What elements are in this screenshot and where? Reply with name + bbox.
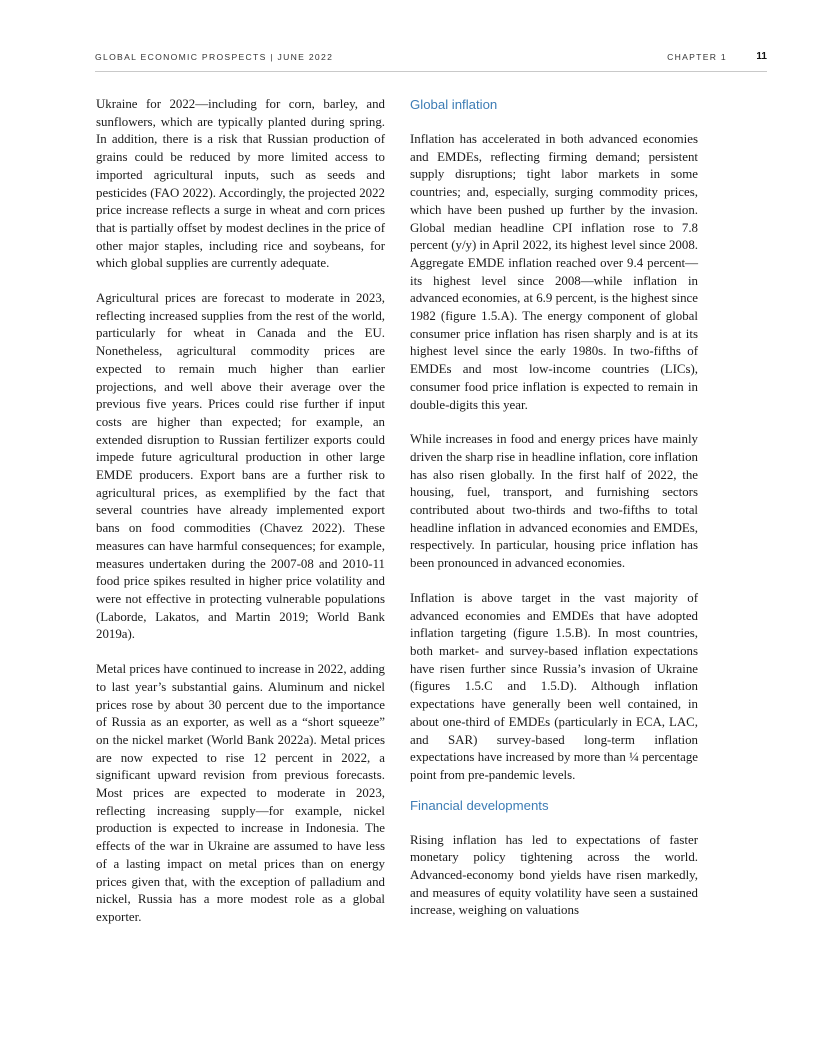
paragraph-agriculture-forecast: Agricultural prices are forecast to moderate in 2023, reflecting increased supplies from the rest of the world, particularly for wheat in Canada and the EU. Nonetheless, agricultural commodity prices are expected to remain much higher than earlier projections, and well above their average over the previous five years. Prices could rise further if input costs are higher than expected; for example, an extended disruption to Russian fertilizer exports could impede future agricultural production in other large EMDE producers. Export bans are a further risk to agricultural prices, as exemplified by the fact that several countries have already implemented export bans on food commodities (Chavez 2022). These measures can have harmful consequences; for example, measures undertaken during the 2007-08 and 2010-11 food price spikes resulted in higher price volatility and were not effective in protecting vulnerable populations (Laborde, Lakatos, and Martin 2019; World Bank 2019a). [96,291,385,642]
publication-title: GLOBAL ECONOMIC PROSPECTS | JUNE 2022 [95,52,334,62]
right-column [410,96,698,937]
paragraph-core-inflation: While increases in food and energy prices have mainly driven the sharp rise in headline inflation, core inflation has also risen globally. In the first half of 2022, the housing, fuel, transport, and furnishing sectors contributed about two-thirds and two-fifths to total headline inflation in advanced economies and EMDEs, respectively. In particular, housing price inflation has been pronounced in advanced economies. [410,432,698,571]
section-heading-global-inflation: Global inflation [410,97,498,112]
chapter-label: CHAPTER 1 [667,52,727,62]
paragraph-financial-tightening: Rising inflation has led to expectations of faster monetary policy tightening across the world. Advanced-economy bond yields have risen markedly, and measures of equity volatility have seen a sustained increase, weighing on valuations [410,832,698,918]
paragraph-agriculture-supply: Ukraine for 2022—including for corn, barley, and sunflowers, which are typically planted during spring. In addition, there is a risk that Russian production of grains could be reduced by more limited access to imported agricultural inputs, such as seeds and pesticides (FAO 2022). Accordingly, the projected 2022 price increase reflects a surge in wheat and corn prices that is partially offset by modest declines in the price of other major staples, including rice and soybeans, for which global supplies are currently adequate. [96,97,385,271]
page-number: 11 [756,51,767,62]
section-heading-financial-developments: Financial developments [410,797,549,813]
paragraph-metal-prices: Metal prices have continued to increase in 2022, adding to last year’s substantial gains. Aluminum and nickel prices rose by about 30 percent due to the importance of Russia as an exporter, as well as a “short squeeze” on the nickel market (World Bank 2022a). Metal prices are now expected to rise 12 percent in 2022, a significant upward revision from previous forecasts. Most prices are expected to moderate in 2023, reflecting increasing supply—for example, nickel production is expected to increase in Indonesia. The effects of the war in Ukraine are assumed to have less of a lasting impact on metal prices than on energy prices given that, with the exception of palladium and nickel, Russia has a more modest role as a global exporter. [96,662,385,924]
paragraph-inflation-acceleration: Inflation has accelerated in both advanced economies and EMDEs, reflecting firming demand; persistent supply disruptions; tight labor markets in some countries; and, especially, surging commodity prices, which have been pushed up further by the invasion. Global median headline CPI inflation rose to 7.8 percent (y/y) in April 2022, its highest level since 2008. Aggregate EMDE inflation reached over 9.4 percent—its highest level since 2008—while inflation in advanced economies, at 6.9 percent, is the highest since 1982 (figure 1.5.A). The energy component of global consumer price inflation has risen sharply and is at its highest level since the early 1980s. In two-fifths of EMDEs and most low-income countries (LICs), consumer food price inflation is expected to remain in double-digits this year. [410,132,698,412]
left-column [96,96,385,944]
running-header [95,52,767,66]
paragraph-inflation-targets: Inflation is above target in the vast majority of advanced economies and EMDEs that have adopted inflation targeting (figure 1.5.B). In most countries, both market- and survey-based inflation expectations have risen further since Russia’s invasion of Ukraine (figures 1.5.C and 1.5.D). Although inflation expectations have generally been well contained, in about one-third of EMDEs (particularly in ECA, LAC, and SAR) survey-based long-term inflation expectations have increased by more than ¼ percentage point from pre-pandemic levels. [410,590,698,782]
header-divider [95,71,767,72]
